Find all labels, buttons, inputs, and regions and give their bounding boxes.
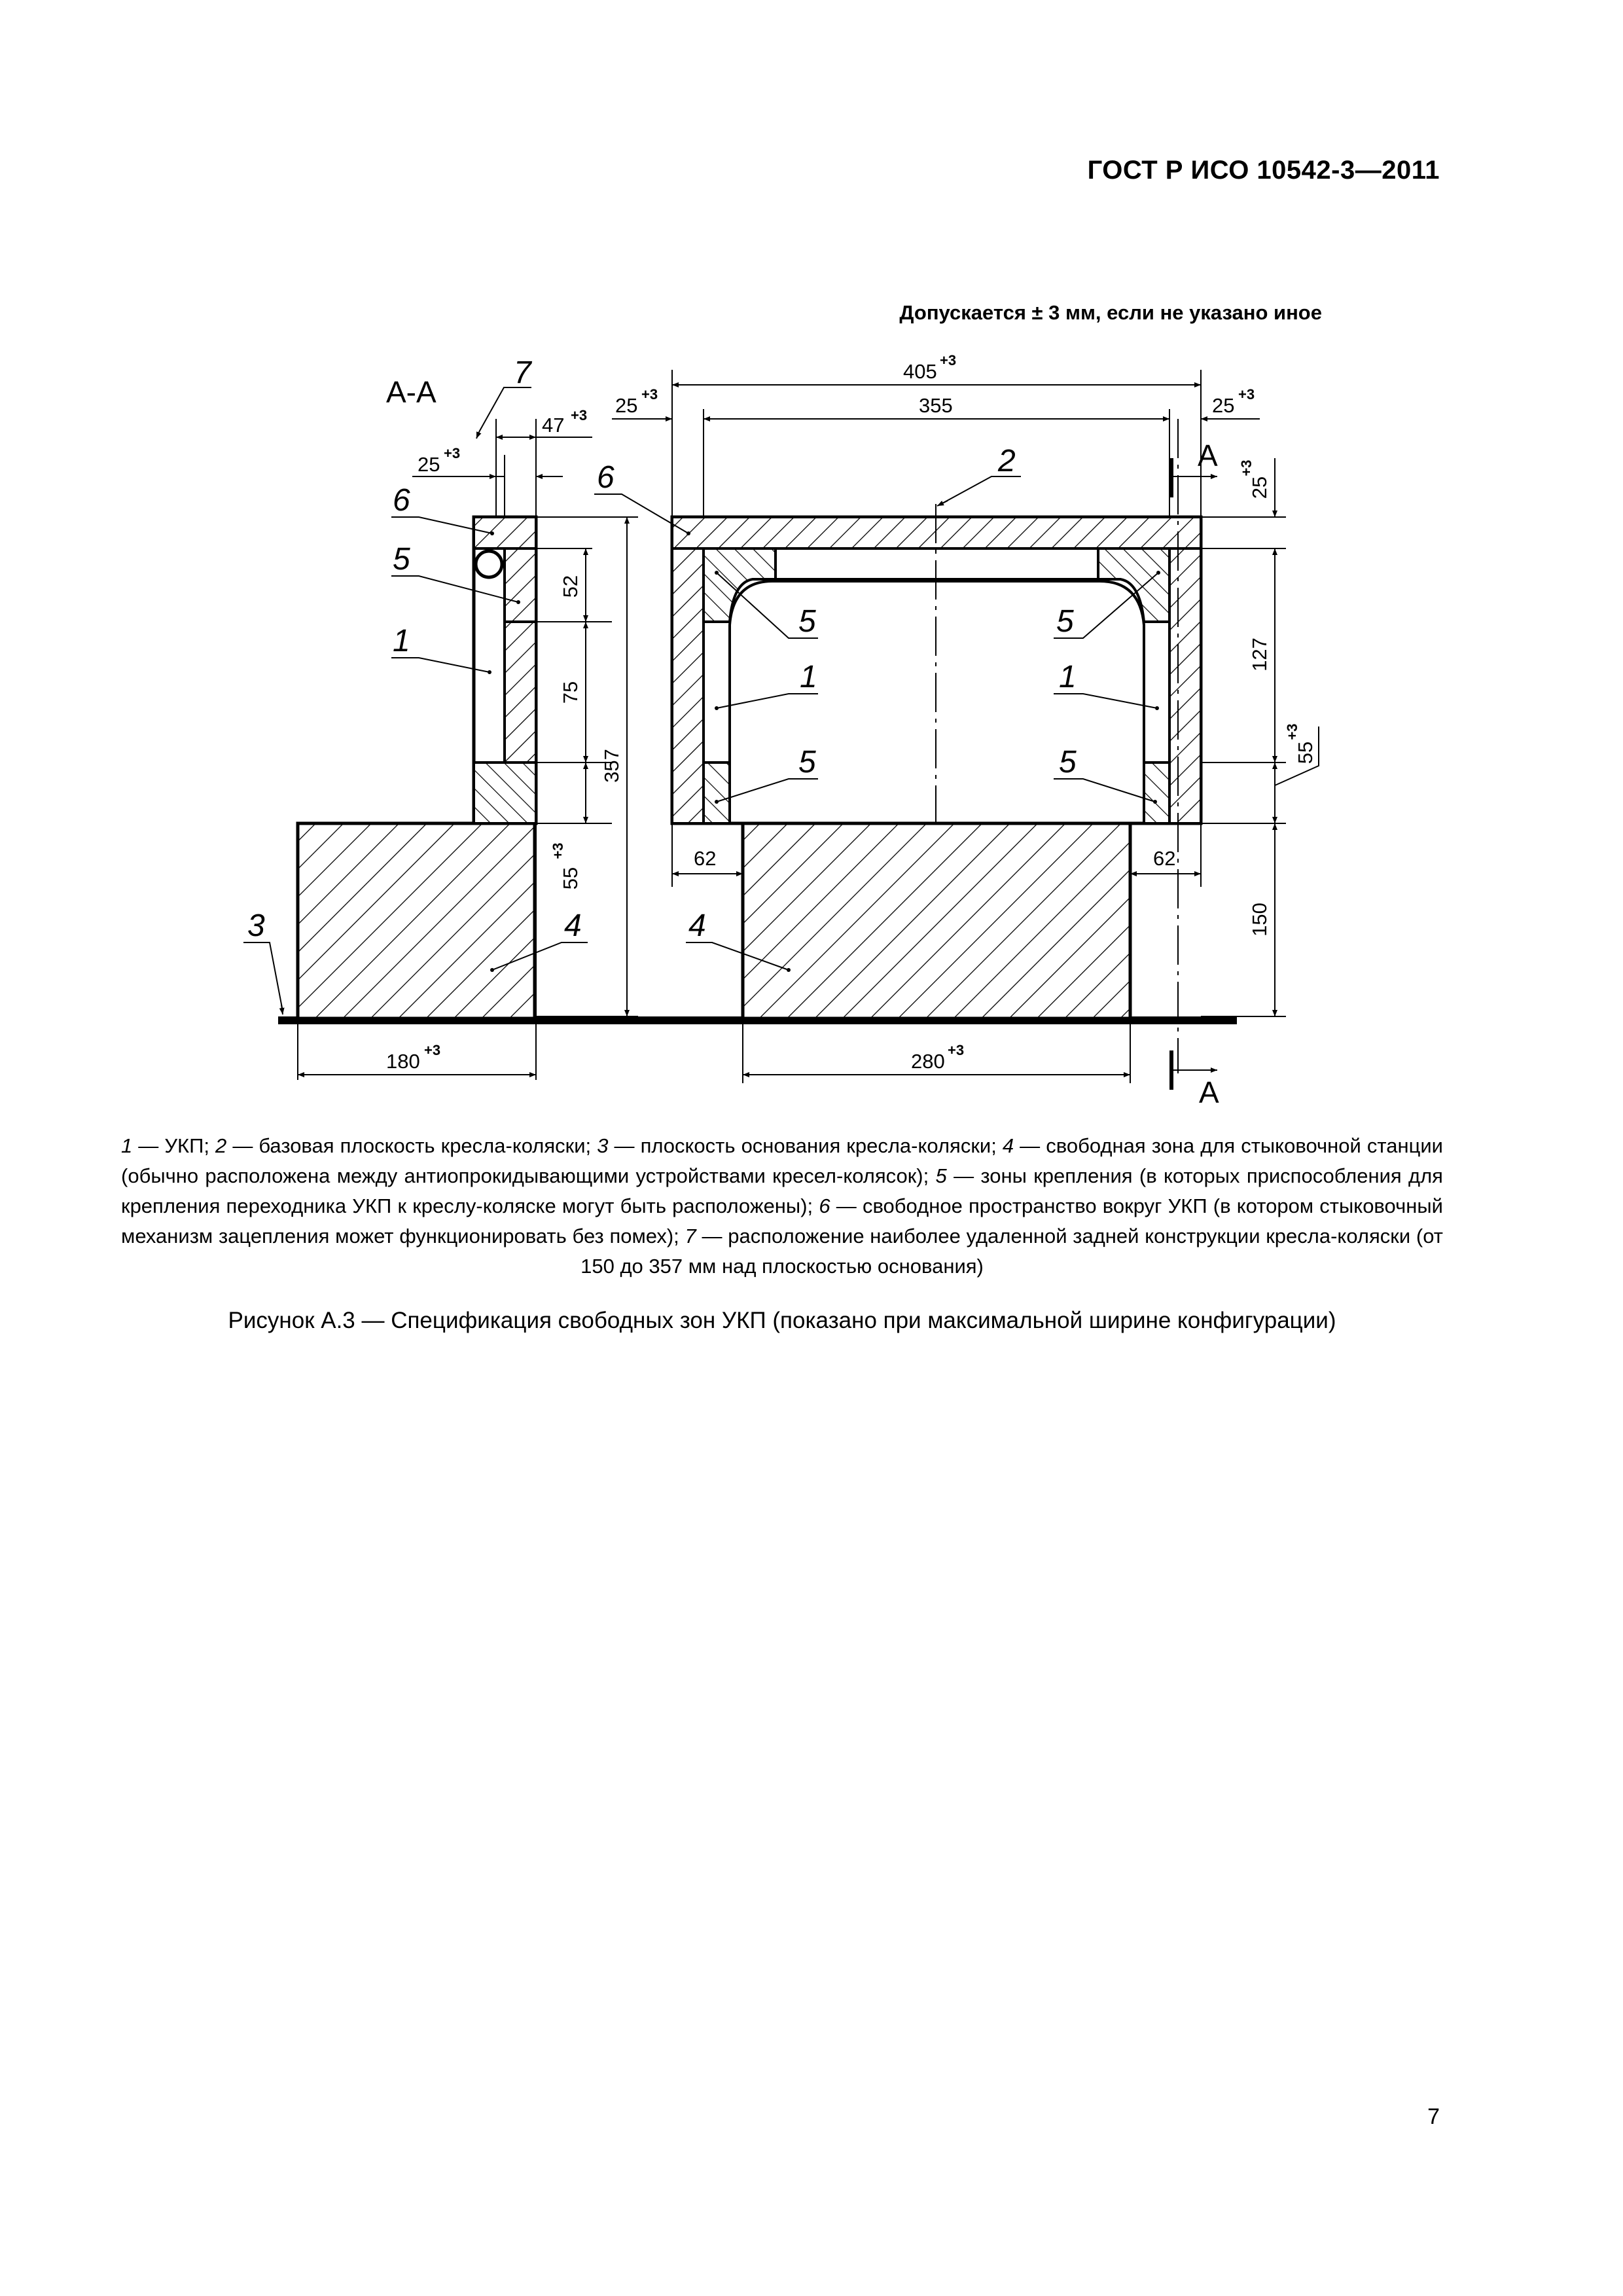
callout-7: 7 xyxy=(514,355,531,390)
section-marker-bottom: А xyxy=(1199,1075,1219,1109)
dim-25-top-left: 25 xyxy=(615,394,638,417)
legend-item-2: 2 — базовая плоскость кресла-коляски; xyxy=(215,1134,592,1157)
section-view xyxy=(243,355,638,1080)
legend-item-3: 3 — плоскость основания кресла-коляски; xyxy=(597,1134,997,1157)
dim-280: 280 xyxy=(911,1050,945,1073)
dim-25-vertical-tol: +3 xyxy=(1238,459,1255,476)
callout-4-left: 4 xyxy=(564,908,582,943)
front-view xyxy=(594,352,1319,1109)
callout-5-lower-left: 5 xyxy=(798,745,816,780)
callout-6-right: 6 xyxy=(597,460,615,495)
legend-item-7: 7 — расположение наиболее удаленной задней конструкции кресла-коляски (от 150 до 357 мм над плоскостью основания) xyxy=(580,1225,1443,1278)
dim-75: 75 xyxy=(559,681,582,704)
tolerance-note: Допускается ± 3 мм, если не указано иное xyxy=(899,301,1322,324)
section-label: А-А xyxy=(386,375,437,409)
technical-drawing xyxy=(0,0,1623,1113)
legend-item-1: 1 — УКП; xyxy=(121,1134,209,1157)
figure-caption: Рисунок А.3 — Спецификация свободных зон УКП (показано при максимальной ширине конфигурации) xyxy=(228,1308,1336,1333)
dim-55-right-tol: +3 xyxy=(1284,723,1300,740)
page-number: 7 xyxy=(1427,2104,1440,2129)
dim-55-section: 55 xyxy=(559,867,582,890)
document-header: ГОСТ Р ИСО 10542-3—2011 xyxy=(1087,156,1440,185)
dim-280-tol: +3 xyxy=(948,1042,965,1058)
callout-5-upper-right: 5 xyxy=(1056,604,1074,639)
callout-5-left: 5 xyxy=(393,542,410,577)
dim-405: 405 xyxy=(903,360,937,383)
dim-25-top-left-tol: +3 xyxy=(641,386,658,403)
dim-355: 355 xyxy=(919,394,953,417)
callout-4-right: 4 xyxy=(688,908,706,943)
legend-item-5: 5 — зоны крепления (в которых приспособления для крепления переходника УКП к креслу-коляске могут быть расположены); xyxy=(121,1164,1443,1217)
dim-25-top-right: 25 xyxy=(1212,394,1235,417)
callout-6-left: 6 xyxy=(393,483,410,518)
zone-4-right xyxy=(743,823,1130,1018)
dim-150: 150 xyxy=(1248,903,1271,937)
dim-127: 127 xyxy=(1248,637,1271,672)
callout-5-upper-left: 5 xyxy=(798,604,816,639)
figure-legend xyxy=(121,1131,1443,1282)
section-marker-top: А xyxy=(1198,439,1218,473)
dim-180-tol: +3 xyxy=(424,1042,441,1058)
legend-item-6: 6 — свободное пространство вокруг УКП (в котором стыковочный механизм зацепления может функционировать без помех); xyxy=(121,1194,1443,1247)
dim-52: 52 xyxy=(559,575,582,598)
dim-25-top-right-tol: +3 xyxy=(1238,386,1255,403)
callout-1-left: 1 xyxy=(393,624,410,658)
callout-1-front-right: 1 xyxy=(1059,660,1077,694)
legend-item-4: 4 — свободная зона для стыковочной станции (обычно расположена между антиопрокидывающими устройствами кресел-колясок); xyxy=(121,1134,1443,1187)
dim-180: 180 xyxy=(386,1050,420,1073)
dim-62-right: 62 xyxy=(1153,847,1176,870)
zone-4-left xyxy=(298,823,535,1018)
callout-1-front-left: 1 xyxy=(800,660,817,694)
callout-2: 2 xyxy=(998,444,1016,478)
dim-25-vertical: 25 xyxy=(1248,476,1271,499)
dim-405-tol: +3 xyxy=(940,352,957,368)
circle-marker xyxy=(476,551,502,577)
dim-55-section-tol: +3 xyxy=(550,842,566,859)
dim-25-section-tol: +3 xyxy=(444,445,461,461)
dim-357: 357 xyxy=(600,749,623,783)
dim-55-right: 55 xyxy=(1294,741,1317,764)
dim-25-section: 25 xyxy=(418,453,440,476)
dim-62-left: 62 xyxy=(694,847,717,870)
callout-5-lower-right: 5 xyxy=(1059,745,1077,780)
dim-47: 47 xyxy=(542,414,565,437)
callout-3: 3 xyxy=(247,908,265,943)
dim-47-tol: +3 xyxy=(571,407,588,423)
